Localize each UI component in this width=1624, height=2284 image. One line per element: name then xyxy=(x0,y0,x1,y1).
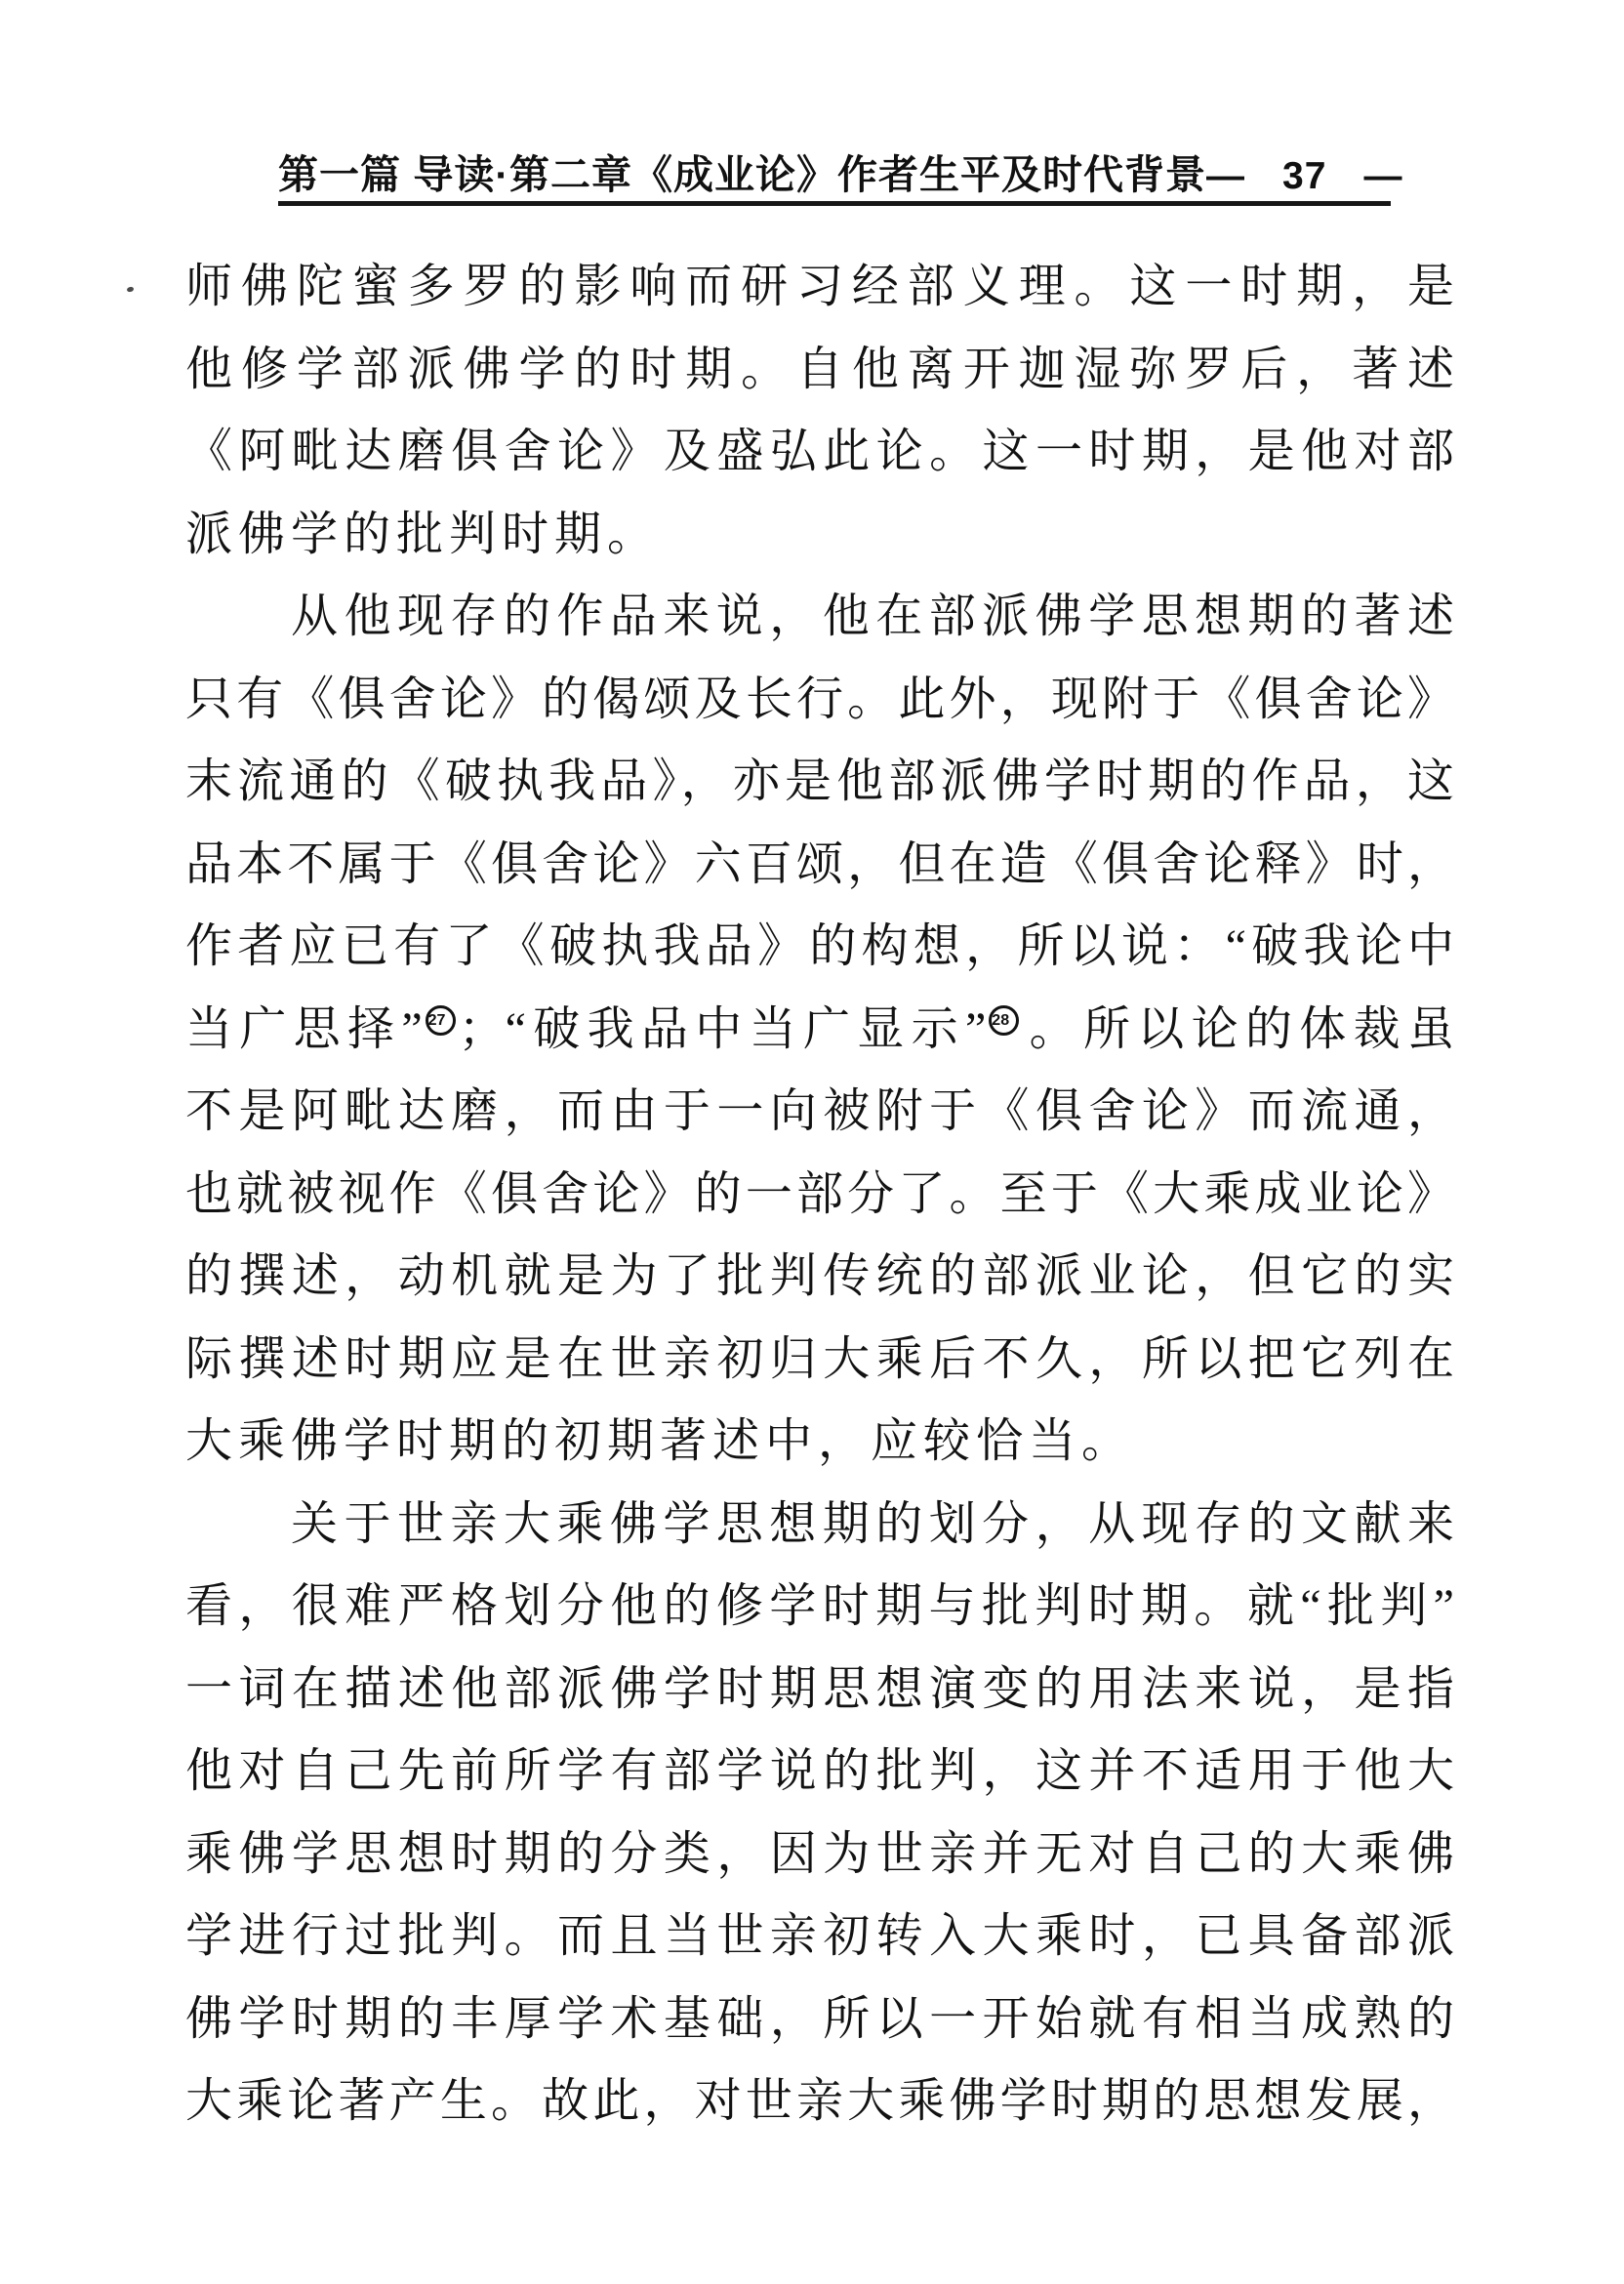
text-line: 师佛陀蜜多罗的影响而研习经部义理。这一时期，是 xyxy=(185,261,1454,312)
running-header-title: 第一篇 导读·第二章《成业论》作者生平及时代背景 xyxy=(278,152,1207,197)
text-line: 不是阿毗达磨，而由于一向被附于《俱舍论》而流通， xyxy=(185,1085,1454,1137)
text-line: 他修学部派佛学的时期。自他离开迦湿弥罗后，著述 xyxy=(185,343,1454,395)
text-line: 派佛学的批判时期。 xyxy=(185,508,661,560)
page-number-dash-left: — xyxy=(1206,155,1246,197)
page-number: 37 xyxy=(1282,155,1327,197)
text-line: 大乘佛学时期的初期著述中，应较恰当。 xyxy=(185,1415,1135,1467)
text-line: 一词在描述他部派佛学时期思想演变的用法来说，是指 xyxy=(185,1662,1454,1715)
running-header xyxy=(278,143,1403,200)
text-line: 乘佛学思想时期的分类，因为世亲并无对自己的大乘佛 xyxy=(185,1827,1454,1880)
text-line: 从他现存的作品来说，他在部派佛学思想期的著述 xyxy=(291,591,1454,642)
footnote-marker: 27 xyxy=(426,1005,456,1036)
text-line: 《阿毗达磨俱舍论》及盛弘此论。这一时期，是他对部 xyxy=(185,426,1454,477)
text-line: 的撰述，动机就是为了批判传统的部派业论，但它的实 xyxy=(185,1250,1454,1302)
ink-speck xyxy=(126,286,134,293)
text-line: 品本不属于《俱舍论》六百颂，但在造《俱舍论释》时， xyxy=(185,837,1454,890)
text-line: 只有《俱舍论》的偈颂及长行。此外，现附于《俱舍论》 xyxy=(185,673,1454,725)
footnote-marker: 28 xyxy=(989,1005,1019,1036)
text-line: 他对自己先前所学有部学说的批判，这并不适用于他大 xyxy=(185,1745,1454,1797)
text-line: 看，很难严格划分他的修学时期与批判时期。就“批判” xyxy=(185,1580,1454,1632)
text-line: 作者应已有了《破执我品》的构想，所以说：“破我论中 xyxy=(185,920,1454,972)
text-line: 末流通的《破执我品》，亦是他部派佛学时期的作品，这 xyxy=(185,755,1454,807)
text-line: 际撰述时期应是在世亲初归大乘后不久，所以把它列在 xyxy=(185,1332,1454,1385)
header-rule xyxy=(278,201,1391,206)
text-line: 佛学时期的丰厚学术基础，所以一开始就有相当成熟的 xyxy=(185,1992,1454,2045)
page-number-group xyxy=(1206,155,1402,198)
text-line: 当广思择” 27 ；“破我品中当广显示” 28 。所以论的体裁虽 xyxy=(185,1002,1454,1055)
body-text xyxy=(185,246,1454,2143)
text-line: 学进行过批判。而且当世亲初转入大乘时，已具备部派 xyxy=(185,1910,1454,1962)
text-line: 关于世亲大乘佛学思想期的划分，从现存的文献来 xyxy=(291,1497,1454,1550)
text-line: 也就被视作《俱舍论》的一部分了。至于《大乘成业论》 xyxy=(185,1167,1454,1220)
text-line: 大乘论著产生。故此，对世亲大乘佛学时期的思想发展， xyxy=(185,2075,1454,2127)
page-number-dash-right: — xyxy=(1363,155,1403,197)
